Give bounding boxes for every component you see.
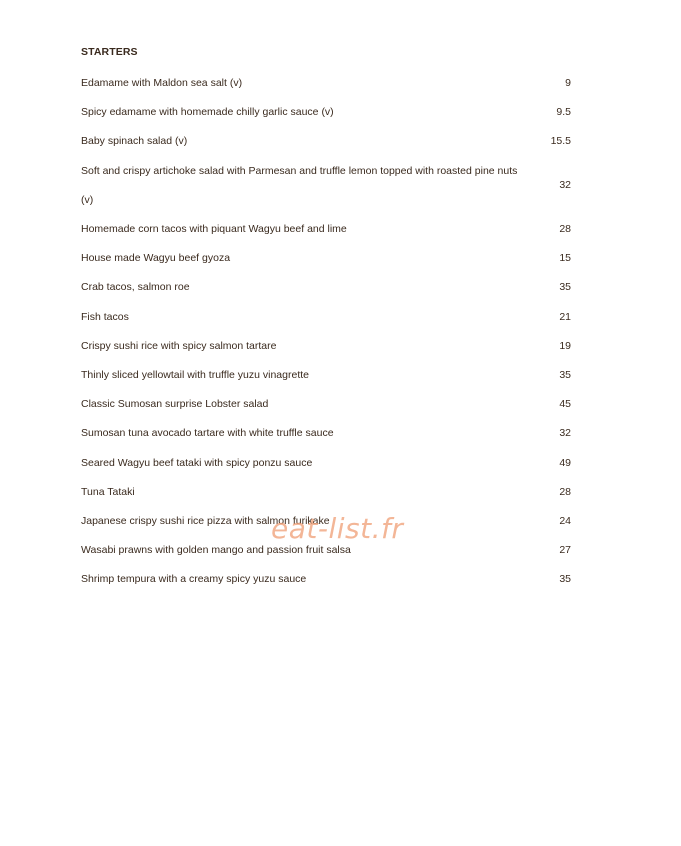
menu-item-price: 15.5 [550, 135, 571, 148]
menu-item-name: Thinly sliced yellowtail with truffle yuzu vinagrette [81, 369, 309, 382]
menu-item-price: 28 [559, 223, 571, 236]
menu-item-name: Homemade corn tacos with piquant Wagyu beef and lime [81, 223, 347, 236]
menu-item [81, 244, 571, 273]
menu-item-name: Sumosan tuna avocado tartare with white truffle sauce [81, 427, 334, 440]
menu-item [81, 273, 571, 302]
menu-item-name: Wasabi prawns with golden mango and passion fruit salsa [81, 544, 351, 557]
menu-item-name: Seared Wagyu beef tataki with spicy ponzu sauce [81, 456, 313, 469]
menu-item [81, 390, 571, 419]
menu-item [81, 507, 571, 536]
menu-item-price: 24 [559, 515, 571, 528]
menu-item-price: 9.5 [556, 106, 571, 119]
menu-item [81, 536, 571, 565]
menu-item-name: House made Wagyu beef gyoza [81, 252, 231, 265]
menu-item-price: 15 [559, 252, 571, 265]
menu-item [81, 332, 571, 361]
menu-item-name: Japanese crispy sushi rice pizza with salmon furikake [81, 515, 330, 528]
menu-item [81, 565, 571, 594]
watermark: eat-list.fr [271, 512, 404, 545]
menu-item [81, 361, 571, 390]
menu-item-name: Fish tacos [81, 310, 129, 323]
menu-item-price: 9 [565, 77, 571, 89]
menu-item-name: Classic Sumosan surprise Lobster salad [81, 398, 269, 411]
menu-item-price: 19 [559, 339, 571, 352]
menu-item [81, 98, 571, 127]
menu-item [81, 69, 571, 98]
menu-item-name: Baby spinach salad (v) [81, 135, 188, 148]
menu-item-price: 21 [559, 310, 571, 323]
menu-item-price: 35 [559, 573, 571, 586]
menu-list [81, 69, 571, 595]
menu-item [81, 449, 571, 478]
menu-item-price: 32 [559, 427, 571, 440]
menu-item [81, 419, 571, 448]
menu-item-price: 27 [559, 544, 571, 557]
menu-item [81, 478, 571, 507]
menu-item-price: 35 [559, 369, 571, 382]
menu-item [81, 157, 571, 215]
menu-item-name: Edamame with Maldon sea salt (v) [81, 77, 243, 89]
menu-item-price: 49 [559, 456, 571, 469]
menu-item-price: 45 [559, 398, 571, 411]
menu-item-price: 28 [559, 485, 571, 498]
menu-item-name: Spicy edamame with homemade chilly garlic sauce (v) [81, 106, 334, 119]
menu-item-name: Soft and crispy artichoke salad with Parmesan and truffle lemon topped with roasted pine nuts (v) [81, 164, 518, 206]
section-title: STARTERS [81, 46, 138, 58]
menu-item [81, 127, 571, 156]
menu-item-name: Shrimp tempura with a creamy spicy yuzu sauce [81, 573, 307, 586]
menu-item-name: Crispy sushi rice with spicy salmon tartare [81, 339, 277, 352]
menu-item-name: Tuna Tataki [81, 485, 135, 498]
menu-item-name: Crab tacos, salmon roe [81, 281, 190, 294]
menu-item-price: 32 [559, 179, 571, 192]
menu-item [81, 215, 571, 244]
menu-item-price: 35 [559, 281, 571, 294]
menu-item [81, 303, 571, 332]
